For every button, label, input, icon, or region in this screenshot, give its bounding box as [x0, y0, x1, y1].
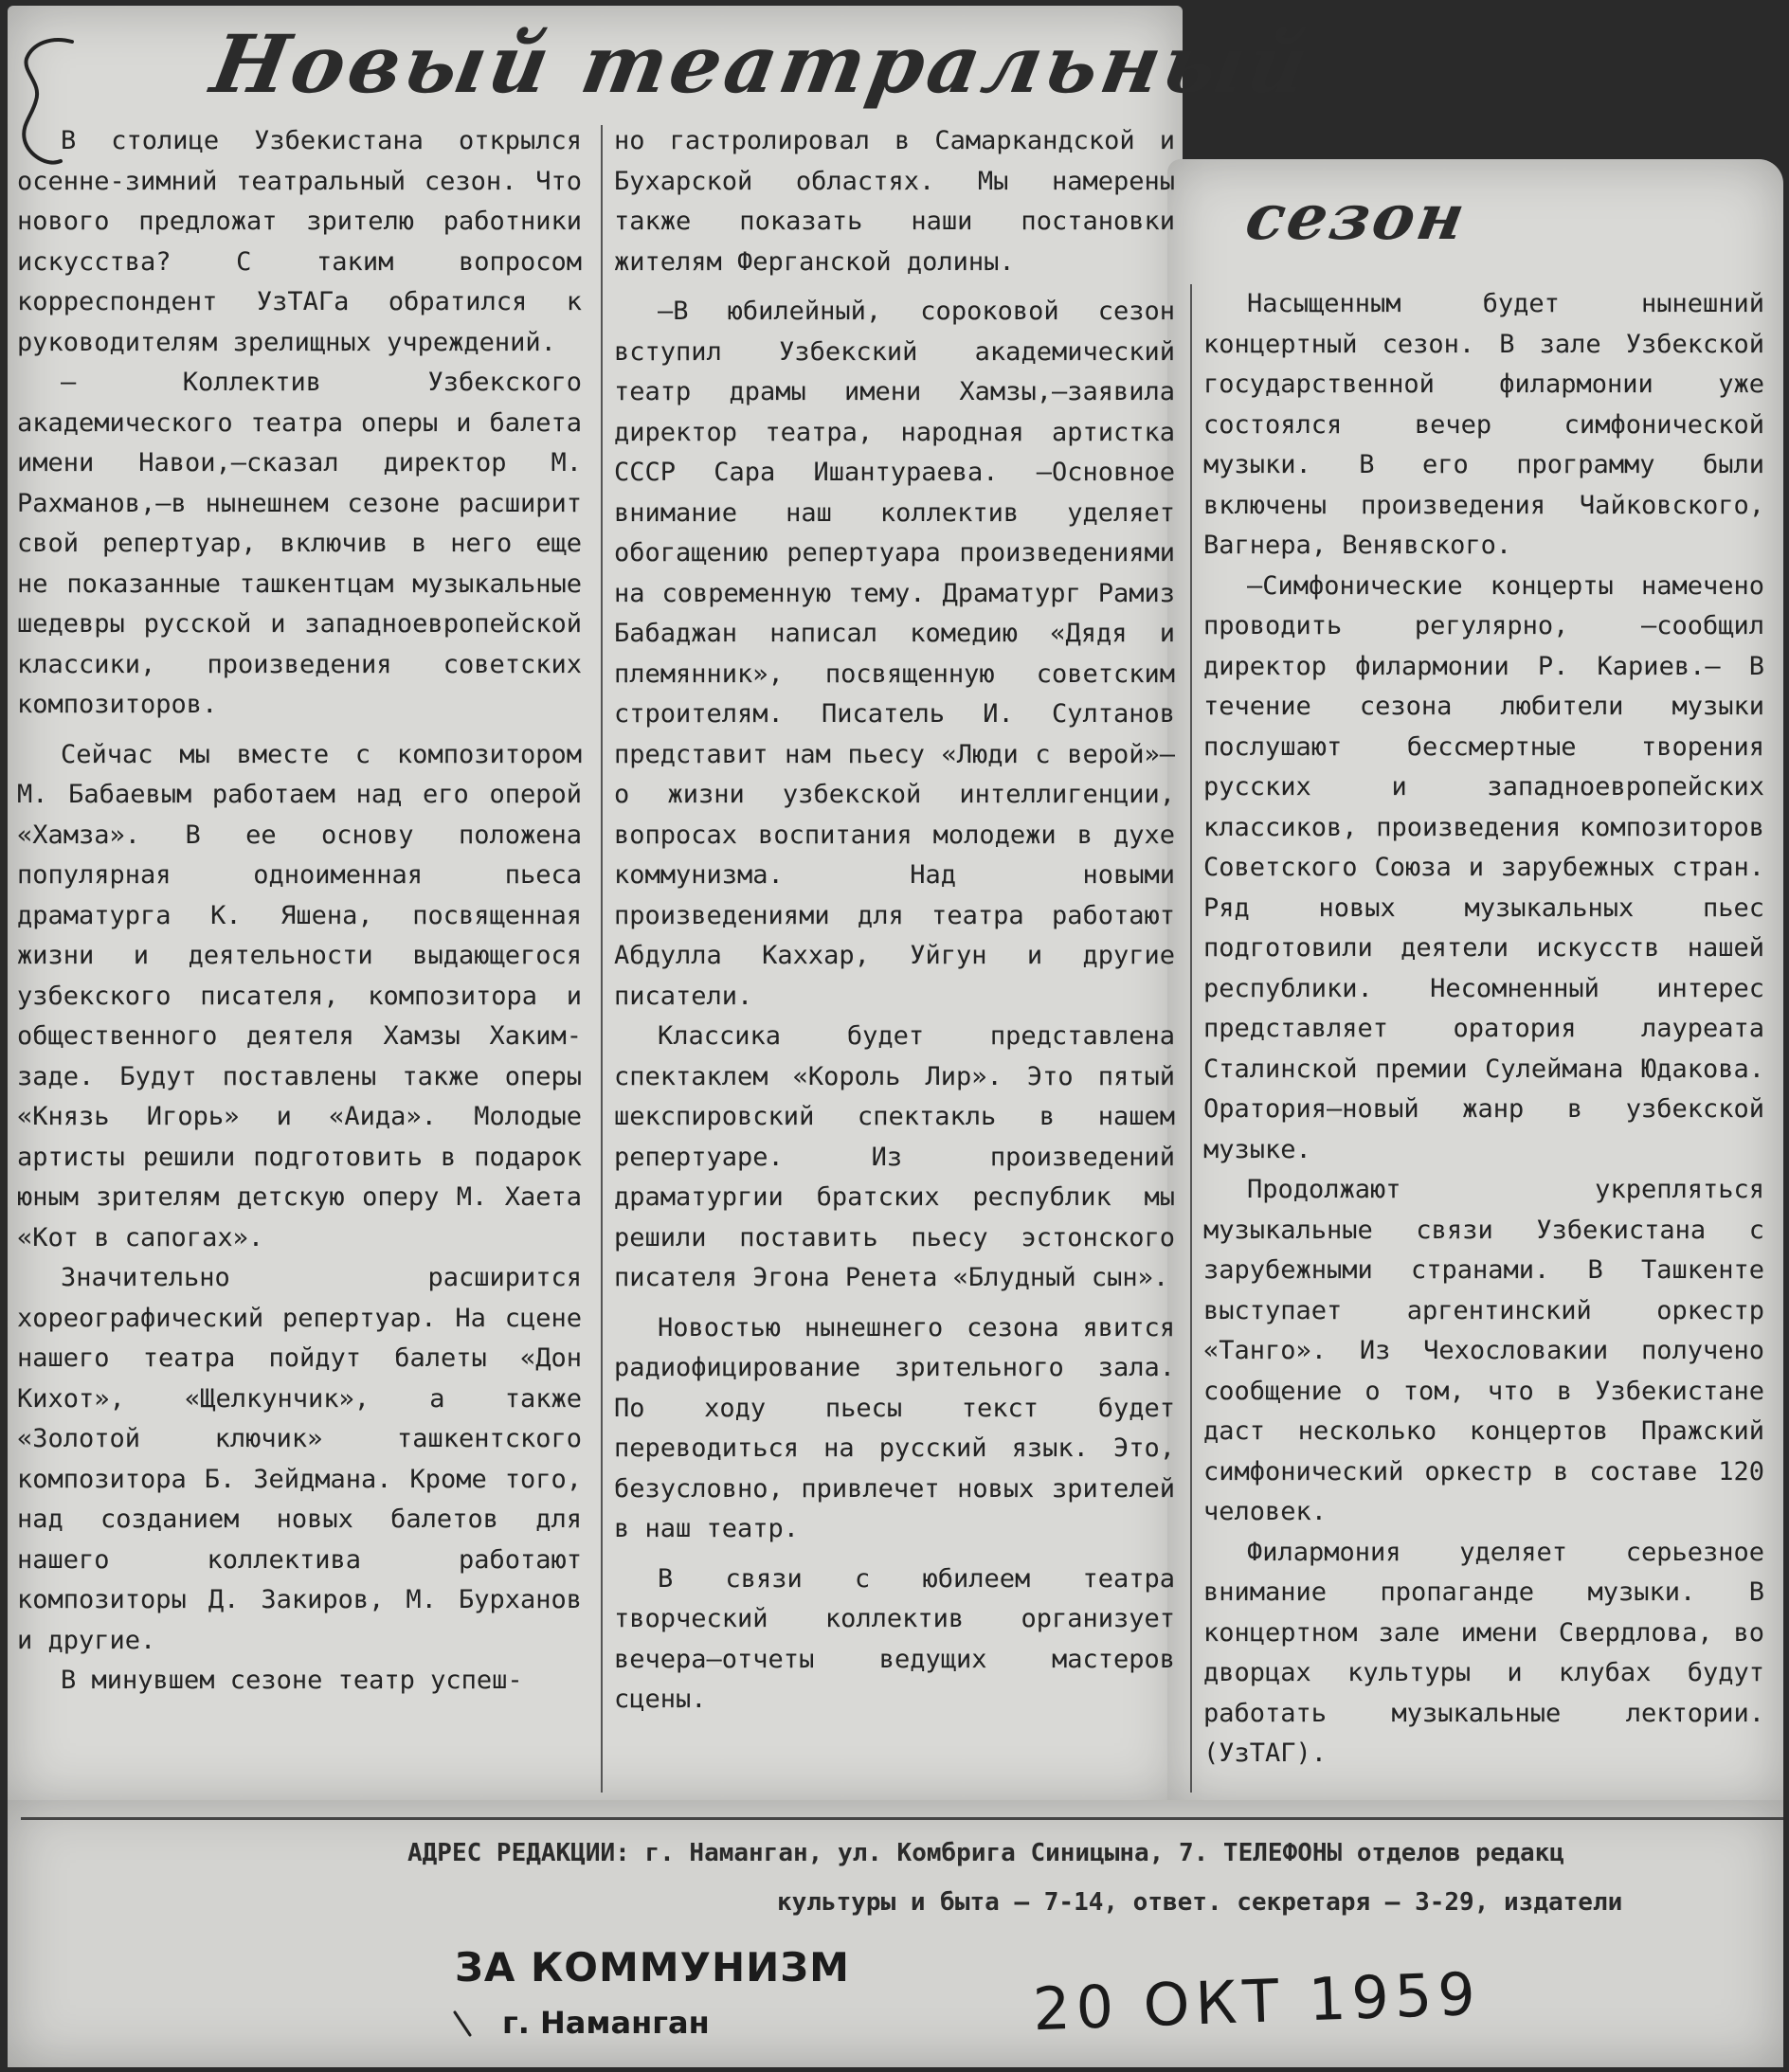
col1-paragraph-4: Значительно расширится хореографический репертуар. На сцене нашего театра пойдут балеты «Дон Кихот», «Щелкунчик», а также «Золотой ключик» ташкентского композитора Б. Зейдмана. Кроме того, над созданием новых балетов для нашего коллектива работают композиторы Д. Закиров, М. Бурханов и другие. — [17, 1263, 582, 1655]
stamp-date: 20 ОКТ 1959 — [1031, 1958, 1482, 2045]
column-divider-1 — [601, 125, 603, 1793]
stamp-newspaper-name: ЗА КОММУНИЗМ — [455, 1944, 850, 1991]
col2-paragraph-1: но гастролировал в Самаркандской и Бухарской областях. Мы намерены также показать наши постановки жителям Ферганской долины. — [614, 126, 1175, 277]
footer-divider — [21, 1817, 1783, 1820]
col2-paragraph-5: В связи с юбилеем театра творческий коллектив организует вечера—отчеты ведущих мастеров сцены. — [614, 1563, 1175, 1714]
article-column-1 — [17, 121, 582, 1702]
column-divider-2 — [1190, 284, 1192, 1793]
col3-paragraph-3: Продолжают укрепляться музыкальные связи Узбекистана с зарубежными странами. В Ташкенте выступает аргентинский оркестр «Танго». Из Чехословакии получено сообщение о том, что в Узбекистане даст несколько концертов Пражский симфонический оркестр в составе 120 человек. — [1203, 1175, 1764, 1526]
col3-paragraph-1: Насыщенным будет нынешний концертный сезон. В зале Узбекской государственной филармонии уже состоялся вечер симфонической музыки. В его программу были включены произведения Чайковского, Вагнера, Венявского. — [1203, 289, 1764, 560]
col1-paragraph-2: — Коллектив Узбекского академического театра оперы и балета имени Навои,—сказал директор М. Рахманов,—в нынешнем сезоне расширит свой репертуар, включив в него еще не показанные ташкентцам музыкальные шедевры русской и западноевропейской классики, произведения советских композиторов. — [17, 368, 582, 719]
col1-paragraph-5: В минувшем сезоне театр успеш- — [61, 1666, 523, 1695]
pencil-tick-icon — [451, 2007, 489, 2045]
article-column-2 — [614, 121, 1175, 1721]
col2-paragraph-4: Новостью нынешнего сезона явится радиофицирование зрительного зала. По ходу пьесы текст будет переводиться на русский язык. Это, безусловно, привлечет новых зрителей в наш театр. — [614, 1312, 1175, 1543]
article-title-part1: Новый театральный — [205, 17, 1319, 111]
article-column-3 — [1203, 284, 1764, 1775]
col2-paragraph-3: Классика будет представлена спектаклем «Король Лир». Это пятый шекспировский спектакль в нашем репертуаре. Из произведений драматургии братских республик мы решили поставить пьесу эстонского писателя Эгона Ренета «Блудный сын». — [614, 1021, 1175, 1292]
article-title-part2: сезон — [1240, 180, 1473, 254]
col3-paragraph-2: —Симфонические концерты намечено проводить регулярно, —сообщил директор филармонии Р. Кариев.— В течение сезона любители музыки послушают бессмертные творения русских и западноевропейских классиков, произведения композиторов Советского Союза и зарубежных стран. Ряд новых музыкальных пьес подготовили деятели искусств нашей республики. Несомненный интерес представляет оратория лауреата Сталинской премии Сулеймана Юдакова. Оратория—новый жанр в узбекской музыке. — [1203, 570, 1764, 1164]
editorial-address — [407, 1829, 1781, 1927]
editorial-address-line-1: АДРЕС РЕДАКЦИИ: г. Наманган, ул. Комбрига Синицына, 7. ТЕЛЕФОНЫ отделов редакц — [407, 1839, 1564, 1867]
stamp-city: г. Наманган — [502, 2005, 710, 2041]
col2-paragraph-2: —В юбилейный, сороковой сезон вступил Узбекский академический театр драмы имени Хамзы,—заявила директор театра, народная артистка СССР Сара Ишантураева. —Основное внимание наш коллектив уделяет обогащению репертуара произведениями на современную тему. Драматург Рамиз Бабаджан написал комедию «Дядя и племянник», посвященную советским строителям. Писатель И. Султанов представит нам пьесу «Люди с верой»—о жизни узбекской интеллигенции, вопросах воспитания молодежи в духе коммунизма. Над новыми произведениями для театра работают Абдулла Каххар, Уйгун и другие писатели. — [614, 297, 1175, 1011]
col1-paragraph-3: Сейчас мы вместе с композитором М. Бабаевым работаем над его оперой «Хамза». В ее основу положена популярная одноименная пьеса драматурга К. Яшена, посвященная жизни и деятельности выдающегося узбекского писателя, композитора и общественного деятеля Хамзы Хаким-заде. Будут поставлены также оперы «Князь Игорь» и «Аида». Молодые артисты решили подготовить в подарок юным зрителям детскую оперу М. Хаета «Кот в сапогах». — [17, 739, 582, 1252]
col1-paragraph-1: В столице Узбекистана открылся осенне-зимний театральный сезон. Что нового предложат зрителю работники искусства? С таким вопросом корреспондент УзТАГа обратился к руководителям зрелищных учреждений. — [17, 126, 582, 357]
col3-paragraph-4: Филармония уделяет серьезное внимание пропаганде музыки. В концертном зале имени Свердлова, во дворцах культуры и клубах будут работать музыкальные лектории. (УзТАГ). — [1203, 1537, 1764, 1768]
editorial-address-line-2: культуры и быта — 7-14, ответ. секретаря — 3-29, издатели — [777, 1888, 1623, 1917]
